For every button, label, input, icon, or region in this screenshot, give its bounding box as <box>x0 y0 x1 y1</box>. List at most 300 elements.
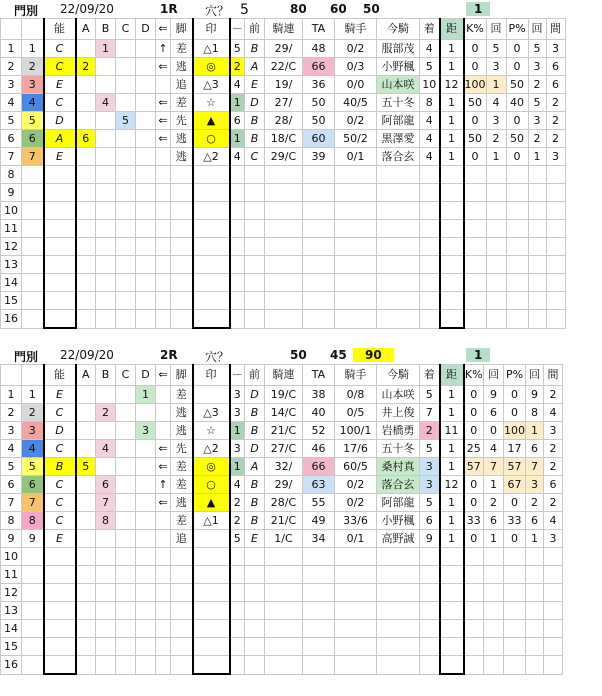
cell-kp <box>464 548 484 566</box>
cell-mae: D <box>245 94 265 112</box>
cell-shirushi[interactable]: ▲ <box>193 112 230 130</box>
cell-kp <box>464 602 484 620</box>
cell-dash <box>230 656 245 675</box>
cell-waku <box>22 238 44 256</box>
cell-konki: 五十冬 <box>377 94 420 112</box>
cell-kyaku: 逃 <box>171 494 193 512</box>
cell-waku: 3 <box>22 76 44 94</box>
cell-kyori: 1 <box>440 440 464 458</box>
table-row[interactable] <box>1 440 563 458</box>
cell-waku <box>22 184 44 202</box>
cell-arrow <box>156 584 171 602</box>
row-number: 8 <box>1 166 22 184</box>
cell-ta: 46 <box>303 440 335 458</box>
cell-ma: 3 <box>546 148 565 166</box>
cell-kp: 0 <box>464 40 487 58</box>
cell-a <box>76 548 96 566</box>
cell-kai2: 3 <box>528 58 546 76</box>
cell-konki: 小野楓 <box>377 58 420 76</box>
cell-kyori: 1 <box>440 512 464 530</box>
cell-konki: 小野楓 <box>377 512 420 530</box>
cell-arrow: ⇐ <box>156 130 171 148</box>
cell-a <box>76 310 96 329</box>
table-row-empty <box>1 620 563 638</box>
cell-ta: 48 <box>303 40 335 58</box>
cell-c <box>116 620 136 638</box>
cell-arrow <box>156 310 171 329</box>
cell-d <box>136 112 156 130</box>
cell-chaku: 3 <box>420 476 440 494</box>
cell-d <box>136 638 156 656</box>
cell-dash <box>230 638 245 656</box>
header-c: C <box>116 365 136 386</box>
table-row[interactable] <box>1 494 563 512</box>
header-arrow: ⇐ <box>156 19 171 40</box>
header-kai: 回 <box>486 19 506 40</box>
cell-pp: 0 <box>506 40 528 58</box>
header-a: A <box>76 365 96 386</box>
cell-mae <box>245 656 265 675</box>
cell-b <box>96 274 116 292</box>
header-d: D <box>136 19 156 40</box>
table-row-empty <box>1 548 563 566</box>
cell-a <box>76 112 96 130</box>
cell-dash <box>230 292 245 310</box>
cell-b <box>96 76 116 94</box>
cell-no: 5 <box>1 458 22 476</box>
cell-kai2 <box>528 202 546 220</box>
cell-kishu_stat <box>335 238 377 256</box>
cell-pp: 17 <box>504 440 526 458</box>
cell-shirushi <box>193 566 230 584</box>
cell-kyaku: 逃 <box>171 404 193 422</box>
cell-nou <box>44 256 76 274</box>
cell-kyori: 1 <box>440 148 464 166</box>
cell-shirushi[interactable]: ◎ <box>193 458 230 476</box>
cell-shirushi[interactable]: △1 <box>193 40 230 58</box>
cell-arrow <box>156 404 171 422</box>
cell-kyaku: 差 <box>171 386 193 404</box>
cell-mae: B <box>245 512 265 530</box>
cell-no: 7 <box>1 494 22 512</box>
header-no <box>1 365 22 386</box>
cell-kp <box>464 656 484 675</box>
cell-shirushi[interactable] <box>193 386 230 404</box>
cell-kai2: 2 <box>528 76 546 94</box>
cell-shirushi[interactable]: ▲ <box>193 494 230 512</box>
cell-kishu_stat <box>335 274 377 292</box>
cell-kishu_stat: 0/2 <box>335 476 377 494</box>
cell-konki: 桑村真 <box>377 458 420 476</box>
cell-mae: D <box>245 440 265 458</box>
cell-shirushi[interactable]: ☆ <box>193 422 230 440</box>
cell-shirushi <box>193 584 230 602</box>
cell-arrow <box>156 656 171 675</box>
cell-waku <box>22 274 44 292</box>
cell-mae <box>245 584 265 602</box>
cell-kiren: 28/C <box>265 494 303 512</box>
cell-b <box>96 112 116 130</box>
cell-kyaku: 先 <box>171 112 193 130</box>
cell-no: 6 <box>1 130 22 148</box>
cell-mae <box>245 638 265 656</box>
cell-chaku <box>420 238 440 256</box>
cell-c <box>116 94 136 112</box>
cell-a <box>76 476 96 494</box>
cell-ma: 4 <box>544 404 563 422</box>
cell-no: 2 <box>1 404 22 422</box>
cell-c <box>116 166 136 184</box>
cell-kishu_stat <box>335 310 377 329</box>
cell-chaku: 3 <box>420 458 440 476</box>
cell-ta: 63 <box>303 476 335 494</box>
cell-chaku: 5 <box>420 58 440 76</box>
table-row-empty <box>1 292 566 310</box>
row-number: 10 <box>1 548 22 566</box>
cell-ma: 3 <box>546 40 565 58</box>
cell-b <box>96 256 116 274</box>
table-row[interactable] <box>1 476 563 494</box>
cell-konki <box>377 274 420 292</box>
cell-konki <box>377 638 420 656</box>
cell-dash: 3 <box>230 386 245 404</box>
cell-mae: B <box>245 494 265 512</box>
cell-mae <box>245 548 265 566</box>
cell-shirushi <box>193 310 230 329</box>
cell-kiren <box>265 638 303 656</box>
cell-kiren: 27/ <box>265 94 303 112</box>
cell-kiren <box>265 584 303 602</box>
cell-kyaku <box>171 638 193 656</box>
cell-kyaku <box>171 548 193 566</box>
cell-c <box>116 476 136 494</box>
cell-kishu_stat <box>335 166 377 184</box>
cell-kyaku <box>171 184 193 202</box>
table-row[interactable] <box>1 458 563 476</box>
cell-kyaku <box>171 202 193 220</box>
cell-chaku <box>420 310 440 329</box>
table-row[interactable] <box>1 148 566 166</box>
cell-chaku: 6 <box>420 512 440 530</box>
cell-shirushi[interactable]: △3 <box>193 76 230 94</box>
cell-d <box>136 76 156 94</box>
cell-kai <box>486 310 506 329</box>
cell-pp <box>504 620 526 638</box>
cell-shirushi[interactable]: △2 <box>193 148 230 166</box>
cell-konki: 山本咲 <box>377 76 420 94</box>
cell-nou: C <box>44 440 76 458</box>
cell-d: 1 <box>136 386 156 404</box>
cell-konki: 井上俊 <box>377 404 420 422</box>
table-row-empty <box>1 310 566 329</box>
cell-mae: B <box>245 40 265 58</box>
cell-arrow <box>156 512 171 530</box>
row-number: 15 <box>1 638 22 656</box>
cell-kyaku: 差 <box>171 458 193 476</box>
cell-kishu_stat <box>335 620 377 638</box>
cell-kp <box>464 184 487 202</box>
cell-shirushi[interactable] <box>193 530 230 548</box>
cell-kai2 <box>528 292 546 310</box>
cell-kai: 3 <box>486 112 506 130</box>
cell-mae <box>245 202 265 220</box>
header-mae: 前 <box>245 365 265 386</box>
cell-kp: 50 <box>464 130 487 148</box>
cell-c <box>116 202 136 220</box>
cell-kai2: 2 <box>526 494 544 512</box>
cell-nou: D <box>44 422 76 440</box>
cell-a <box>76 656 96 675</box>
cell-b <box>96 566 116 584</box>
cell-kishu_stat: 40/5 <box>335 94 377 112</box>
cell-b <box>96 458 116 476</box>
cell-c <box>116 494 136 512</box>
cell-kyaku: 逃 <box>171 130 193 148</box>
cell-a <box>76 256 96 274</box>
cell-waku: 3 <box>22 422 44 440</box>
header-b: B <box>96 365 116 386</box>
cell-pp <box>504 548 526 566</box>
cell-kp <box>464 256 487 274</box>
cell-kai <box>486 292 506 310</box>
cell-nou <box>44 620 76 638</box>
cell-kyori <box>440 292 464 310</box>
cell-nou <box>44 238 76 256</box>
cell-ma <box>544 638 563 656</box>
cell-no: 1 <box>1 386 22 404</box>
cell-kyaku <box>171 656 193 675</box>
cell-kp: 0 <box>464 112 487 130</box>
cell-nou <box>44 202 76 220</box>
cell-no: 2 <box>1 58 22 76</box>
cell-kyori <box>440 166 464 184</box>
cell-a <box>76 148 96 166</box>
row-number: 11 <box>1 566 22 584</box>
cell-kp <box>464 274 487 292</box>
cell-arrow <box>156 256 171 274</box>
cell-konki <box>377 202 420 220</box>
cell-kiren: 22/C <box>265 58 303 76</box>
cell-kishu_stat <box>335 184 377 202</box>
cell-chaku <box>420 292 440 310</box>
cell-kyori <box>440 602 464 620</box>
cell-kai2 <box>526 602 544 620</box>
cell-mae: E <box>245 76 265 94</box>
table-row[interactable] <box>1 94 566 112</box>
cell-c <box>116 530 136 548</box>
cell-kishu_stat <box>335 638 377 656</box>
cell-kiren <box>265 292 303 310</box>
cell-kai2: 7 <box>526 458 544 476</box>
cell-c <box>116 292 136 310</box>
row-number: 13 <box>1 602 22 620</box>
cell-arrow: ⇐ <box>156 58 171 76</box>
cell-shirushi[interactable]: ◎ <box>193 58 230 76</box>
cell-kai <box>486 202 506 220</box>
cell-d <box>136 458 156 476</box>
cell-arrow <box>156 292 171 310</box>
cell-arrow <box>156 566 171 584</box>
cell-pp <box>504 638 526 656</box>
header-konki: 今騎 <box>377 365 420 386</box>
cell-dash <box>230 602 245 620</box>
cell-shirushi[interactable]: △3 <box>193 404 230 422</box>
cell-kiren <box>265 310 303 329</box>
cell-ma: 2 <box>544 386 563 404</box>
cell-c <box>116 638 136 656</box>
cell-ma <box>546 166 565 184</box>
cell-kp: 100 <box>464 76 487 94</box>
cell-ta <box>303 220 335 238</box>
cell-b <box>96 130 116 148</box>
table-row[interactable] <box>1 512 563 530</box>
cell-ma <box>546 292 565 310</box>
race-date: 22/09/20 <box>60 348 114 362</box>
cell-mae: A <box>245 458 265 476</box>
cell-shirushi <box>193 292 230 310</box>
cell-d <box>136 494 156 512</box>
cell-mae <box>245 602 265 620</box>
top-kyori-value: 1 <box>466 348 490 362</box>
cell-kyori <box>440 202 464 220</box>
cell-pp <box>506 184 528 202</box>
cell-kp: 0 <box>464 58 487 76</box>
cell-ma <box>546 238 565 256</box>
cell-kai: 5 <box>486 40 506 58</box>
cell-kai <box>486 184 506 202</box>
cell-kishu_stat: 0/8 <box>335 386 377 404</box>
cell-shirushi[interactable]: ○ <box>193 130 230 148</box>
table-row[interactable] <box>1 130 566 148</box>
cell-konki: 阿部龍 <box>377 494 420 512</box>
cell-arrow <box>156 422 171 440</box>
cell-kai2 <box>526 620 544 638</box>
cell-chaku: 10 <box>420 76 440 94</box>
header-waku <box>22 365 44 386</box>
cell-kiren <box>265 238 303 256</box>
cell-arrow <box>156 148 171 166</box>
cell-dash <box>230 584 245 602</box>
table-row[interactable] <box>1 76 566 94</box>
cell-kai2: 1 <box>526 530 544 548</box>
cell-dash <box>230 238 245 256</box>
cell-kai2 <box>526 638 544 656</box>
cell-c <box>116 184 136 202</box>
cell-c <box>116 422 136 440</box>
cell-kai2 <box>526 584 544 602</box>
cell-kyori: 1 <box>440 130 464 148</box>
cell-d <box>136 404 156 422</box>
cell-b <box>96 422 116 440</box>
cell-kiren <box>265 256 303 274</box>
header-kai: 回 <box>484 365 504 386</box>
cell-shirushi[interactable]: ☆ <box>193 94 230 112</box>
cell-no: 5 <box>1 112 22 130</box>
cell-kishu_stat <box>335 602 377 620</box>
cell-dash: 3 <box>230 404 245 422</box>
cell-mae <box>245 292 265 310</box>
table-row[interactable] <box>1 386 563 404</box>
cell-b <box>96 148 116 166</box>
cell-shirushi[interactable]: △1 <box>193 512 230 530</box>
cell-kyori <box>440 566 464 584</box>
cell-ta <box>303 656 335 675</box>
cell-kai <box>484 638 504 656</box>
cell-shirushi[interactable]: ○ <box>193 476 230 494</box>
cell-ma: 2 <box>546 130 565 148</box>
table-row[interactable] <box>1 530 563 548</box>
table-row[interactable] <box>1 112 566 130</box>
cell-dash: 5 <box>230 530 245 548</box>
cell-kiren: 21/C <box>265 512 303 530</box>
cell-pp <box>504 566 526 584</box>
cell-c <box>116 148 136 166</box>
cell-shirushi <box>193 548 230 566</box>
cell-kai2 <box>528 310 546 329</box>
cell-kyaku <box>171 274 193 292</box>
cell-waku: 6 <box>22 130 44 148</box>
cell-dash <box>230 166 245 184</box>
cell-nou <box>44 184 76 202</box>
cell-mae <box>245 566 265 584</box>
cell-shirushi <box>193 656 230 675</box>
cell-shirushi[interactable]: △2 <box>193 440 230 458</box>
cell-dash: 3 <box>230 440 245 458</box>
cell-pp <box>504 602 526 620</box>
cell-kai2 <box>526 566 544 584</box>
cell-konki <box>377 166 420 184</box>
cell-ma: 3 <box>544 530 563 548</box>
cell-no: 3 <box>1 422 22 440</box>
cell-kyaku <box>171 292 193 310</box>
table-row[interactable] <box>1 422 563 440</box>
cell-waku: 8 <box>22 512 44 530</box>
cell-nou <box>44 220 76 238</box>
cell-konki <box>377 220 420 238</box>
table-row[interactable] <box>1 40 566 58</box>
cell-kai <box>486 256 506 274</box>
cell-a <box>76 440 96 458</box>
cell-a <box>76 76 96 94</box>
table-row[interactable] <box>1 404 563 422</box>
cell-chaku <box>420 274 440 292</box>
cell-kyaku <box>171 584 193 602</box>
cell-ta <box>303 238 335 256</box>
cell-a <box>76 94 96 112</box>
table-row-empty <box>1 256 566 274</box>
cell-shirushi <box>193 256 230 274</box>
cell-ma: 6 <box>546 76 565 94</box>
cell-d <box>136 512 156 530</box>
cell-d <box>136 238 156 256</box>
row-number: 14 <box>1 274 22 292</box>
table-row[interactable] <box>1 58 566 76</box>
header-ta: TA <box>303 19 335 40</box>
cell-pp <box>506 256 528 274</box>
cell-chaku: 4 <box>420 112 440 130</box>
cell-dash: 4 <box>230 148 245 166</box>
header-chaku: 着 <box>420 19 440 40</box>
cell-d <box>136 548 156 566</box>
cell-kiren <box>265 656 303 675</box>
cell-d <box>136 40 156 58</box>
cell-mae: B <box>245 476 265 494</box>
cell-pp: 0 <box>506 112 528 130</box>
cell-d <box>136 292 156 310</box>
cell-kiren: 18/C <box>265 130 303 148</box>
cell-a <box>76 638 96 656</box>
cell-kai <box>486 166 506 184</box>
